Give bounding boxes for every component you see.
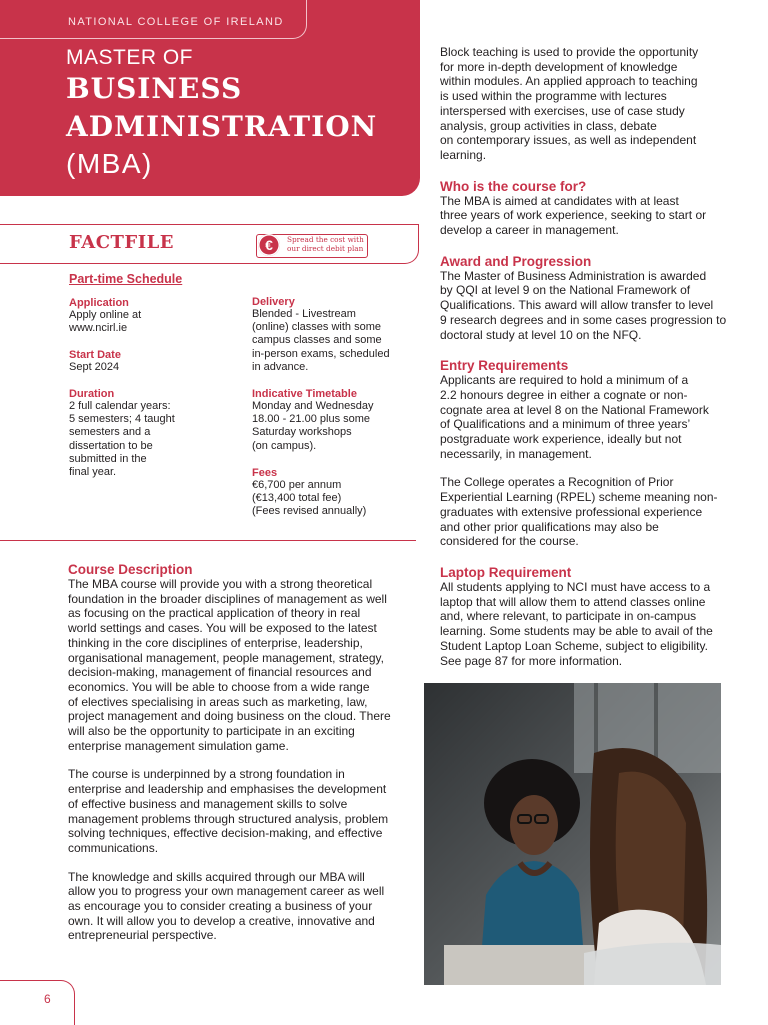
text-line: thinking in the core disciplines of enterprise, leadership, — [68, 635, 363, 650]
course-description — [68, 562, 408, 943]
text-line: organisational management, people management, strategy, — [68, 650, 384, 665]
fact-line: Saturday workshops — [252, 426, 352, 439]
laptop-heading: Laptop Requirement — [440, 564, 572, 580]
factfile-title: FACTFILE — [69, 232, 174, 253]
text-line: learning. Some students may be able to avail of the — [440, 624, 713, 639]
text-line: will also be the opportunity to participate in an exciting — [68, 724, 355, 739]
text-line: by QQI at level 9 on the National Framework of — [440, 283, 691, 298]
text-line: Block teaching is used to provide the opportunity — [440, 45, 699, 59]
students-photo-illustration — [424, 683, 721, 985]
fact-label: Application — [69, 297, 129, 309]
text-line: doctoral study at level 10 on the NFQ. — [440, 327, 642, 342]
text-line: and, where relevant, to participate in on-campus — [440, 609, 697, 624]
fact-application — [69, 297, 239, 335]
text-line: project management and doing business on the cloud. There — [68, 709, 391, 724]
fact-label: Start Date — [69, 349, 121, 361]
factfile-divider — [0, 540, 416, 541]
course-description-heading: Course Description — [68, 562, 193, 577]
fact-line: Monday and Wednesday — [252, 400, 374, 412]
fact-duration — [69, 388, 239, 479]
text-line: economics. You will be able to choose from a wide range — [68, 679, 370, 694]
fact-line: Sept 2024 — [69, 361, 120, 373]
text-line: solving techniques, effective decision-making, and effective — [68, 826, 383, 841]
page-number: 6 — [44, 992, 51, 1006]
text-line: 2.2 honours degree in either a cognate or non- — [440, 387, 688, 402]
euro-icon: € — [258, 234, 280, 256]
text-line: entrepreneurial perspective. — [68, 928, 217, 943]
text-line: See page 87 for more information. — [440, 653, 623, 668]
fact-line: 5 semesters; 4 taught — [69, 413, 175, 426]
fact-line: (online) classes with some — [252, 321, 381, 334]
text-line: cognate area at level 8 on the National Framework — [440, 402, 709, 417]
text-line: The knowledge and skills acquired through our MBA will — [68, 869, 365, 884]
schedule-heading: Part-time Schedule — [69, 272, 183, 286]
title-line-1: MASTER OF — [66, 46, 194, 69]
college-name: NATIONAL COLLEGE OF IRELAND — [68, 16, 284, 28]
text-line: three years of work experience, seeking to start or — [440, 208, 707, 223]
fact-line: (Fees revised annually) — [252, 505, 367, 518]
fact-line: semesters and a — [69, 426, 151, 439]
text-line: as encourage you to consider creating a business of your — [68, 899, 373, 914]
fact-line: www.ncirl.ie — [69, 322, 128, 335]
fact-timetable — [252, 388, 417, 453]
text-line: All students applying to NCI must have access to a — [440, 579, 711, 594]
fact-label: Indicative Timetable — [252, 388, 357, 400]
text-line: Applicants are required to hold a minimum of a — [440, 373, 689, 388]
fact-line: final year. — [69, 466, 117, 479]
right-column — [440, 45, 740, 668]
text-line: interspersed with exercises, use of case study — [440, 103, 685, 118]
fact-line: in advance. — [252, 360, 309, 373]
fact-label: Duration — [69, 388, 115, 400]
text-line: decision-making, management of financial resources and — [68, 665, 372, 680]
title-line-2: BUSINESS — [66, 72, 243, 105]
text-line: considered for the course. — [440, 534, 579, 549]
footer-frame — [0, 980, 75, 1025]
text-line: Qualifications. This award will allow transfer to level — [440, 298, 714, 313]
award-heading: Award and Progression — [440, 253, 592, 269]
fact-fees — [252, 467, 417, 519]
text-line: enterprise and leadership and emphasises the development — [68, 782, 387, 797]
fact-label: Delivery — [252, 296, 295, 308]
title-line-4: (MBA) — [66, 148, 153, 179]
fact-line: (on campus). — [252, 439, 317, 452]
fact-delivery — [252, 296, 417, 374]
fact-start-date — [69, 349, 239, 374]
text-line: own. It will allow you to develop a creative, innovative and — [68, 913, 375, 928]
direct-debit-note: Spread the cost with our direct debit plan — [287, 235, 364, 253]
text-line: world settings and cases. You will be exposed to the latest — [68, 621, 377, 636]
fact-label: Fees — [252, 467, 278, 479]
text-line: Experiential Learning (RPEL) scheme meaning non- — [440, 490, 718, 505]
text-line: analysis, group activities in class, debate — [440, 118, 657, 133]
entry-heading: Entry Requirements — [440, 358, 569, 374]
text-line: enterprise management simulation game. — [68, 738, 289, 753]
fact-line: Apply online at — [69, 309, 142, 321]
students-photo — [424, 683, 721, 985]
fact-line: campus classes and some — [252, 334, 382, 347]
fact-line: (€13,400 total fee) — [252, 492, 342, 505]
text-line: The MBA course will provide you with a strong theoretical — [68, 577, 373, 591]
text-line: and other prior qualifications may also be — [440, 519, 659, 534]
text-line: of effective business and management skills to solve — [68, 796, 348, 811]
fact-line: in-person exams, scheduled — [252, 347, 390, 360]
text-line: is used within the programme with lectures — [440, 89, 667, 104]
text-line: of electives specialising in areas such as marketing, law, — [68, 694, 368, 709]
text-line: The Master of Business Administration is awarded — [440, 268, 707, 283]
text-line: foundation in the broader disciplines of management as well — [68, 591, 387, 606]
text-line: postgraduate work experience, ideally but not — [440, 432, 682, 447]
text-line: as focusing on the practical application of theory in real — [68, 606, 361, 621]
text-line: Student Laptop Loan Scheme, subject to eligibility. — [440, 638, 708, 653]
text-line: allow you to progress your own management career as well — [68, 884, 385, 899]
text-line: learning. — [440, 147, 487, 162]
text-line: of Qualifications and a minimum of three years’ — [440, 417, 691, 432]
text-line: necessarily, in management. — [440, 446, 592, 461]
fact-line: submitted in the — [69, 452, 147, 465]
text-line: The course is underpinned by a strong foundation in — [68, 767, 345, 782]
text-line: develop a career in management. — [440, 223, 619, 238]
text-line: within modules. An applied approach to teaching — [440, 74, 698, 89]
text-line: laptop that will allow them to attend classes online — [440, 594, 706, 609]
title-line-3: ADMINISTRATION — [66, 110, 378, 143]
fact-line: Blended - Livestream — [252, 308, 356, 320]
fact-line: dissertation to be — [69, 439, 153, 452]
text-line: management problems through structured analysis, problem — [68, 811, 389, 826]
fact-line: €6,700 per annum — [252, 479, 342, 491]
fact-line: 2 full calendar years: — [69, 400, 171, 412]
text-line: on contemporary issues, as well as independent — [440, 133, 697, 148]
text-line: graduates with extensive professional experience — [440, 504, 703, 519]
fact-line: 18.00 - 21.00 plus some — [252, 413, 371, 426]
text-line: The College operates a Recognition of Prior — [440, 475, 674, 490]
text-line: communications. — [68, 840, 159, 855]
text-line: for more in-depth development of knowledge — [440, 59, 678, 74]
text-line: The MBA is aimed at candidates with at least — [440, 193, 679, 208]
text-line: 9 research degrees and in some cases progression to — [440, 312, 727, 327]
who-heading: Who is the course for? — [440, 178, 587, 194]
